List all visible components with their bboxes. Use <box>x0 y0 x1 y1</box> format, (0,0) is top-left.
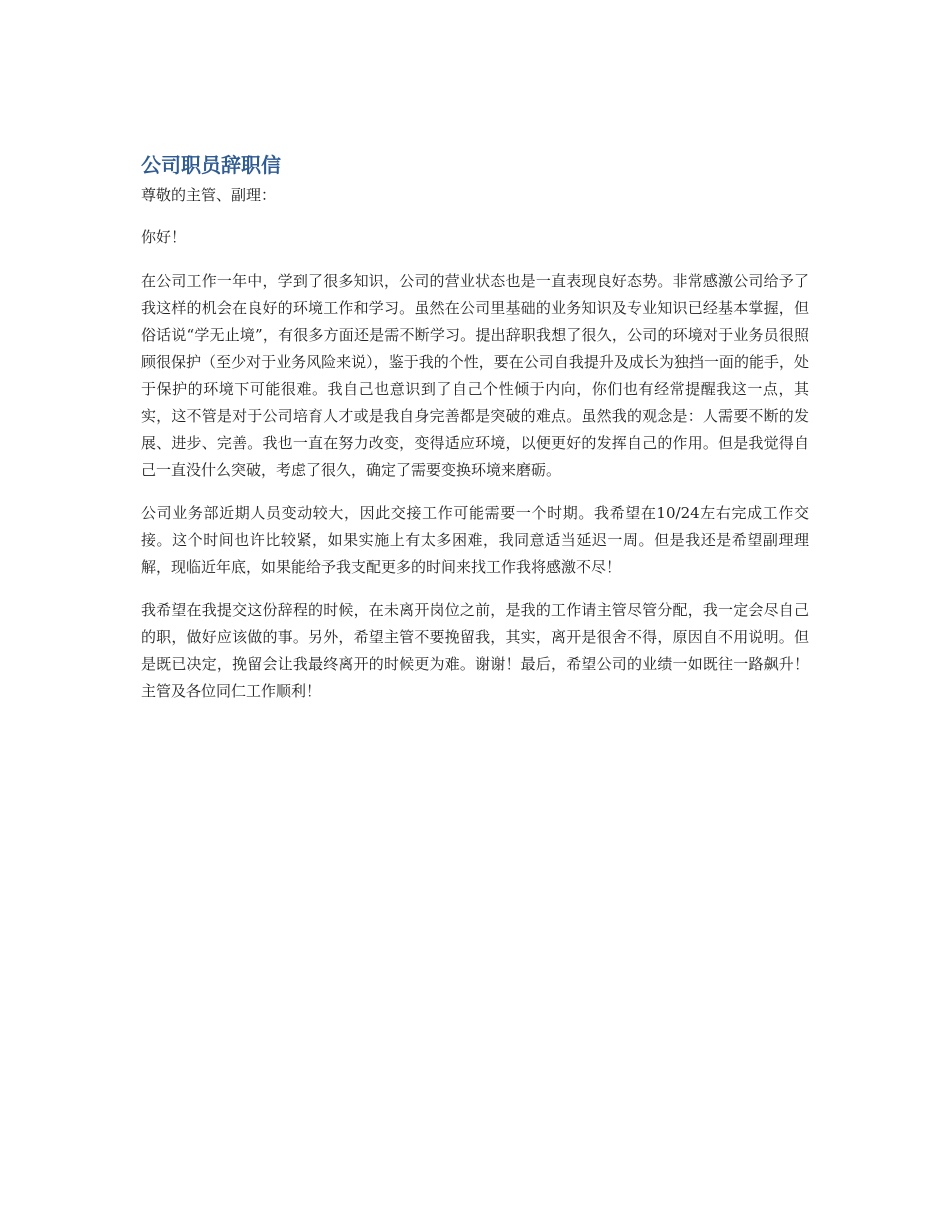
greeting: 你好！ <box>141 228 187 246</box>
body-paragraph-2: 公司业务部近期人员变动较大，因此交接工作可能需要一个时期。我希望在10/24左右完成工作交接。这个时间也许比较紧，如果实施上有太多困难，我同意适当延迟一周。但是我还是希望副理理解，现临近年底，如果能给予我支配更多的时间来找工作我将感激不尽！ <box>141 504 809 576</box>
letter-title: 公司职员辞职信 <box>141 153 281 177</box>
body-paragraph-1: 在公司工作一年中，学到了很多知识，公司的营业状态也是一直表现良好态势。非常感激公司给予了我这样的机会在良好的环境工作和学习。虽然在公司里基础的业务知识及专业知识已经基本掌握，但俗话说“学无止境”，有很多方面还是需不断学习。提出辞职我想了很久，公司的环境对于业务员很照顾很保护（至少对于业务风险来说），鉴于我的个性，要在公司自我提升及成长为独挡一面的能手，处于保护的环境下可能很难。我自己也意识到了自己个性倾于内向，你们也有经常提醒我这一点，其实，这不管是对于公司培育人才或是我自身完善都是突破的难点。虽然我的观念是：人需要不断的发展、进步、完善。我也一直在努力改变，变得适应环境，以便更好的发挥自己的作用。但是我觉得自己一直没什么突破，考虑了很久，确定了需要变换环境来磨砺。 <box>141 272 809 479</box>
body-paragraph-3: 我希望在我提交这份辞程的时候，在未离开岗位之前，是我的工作请主管尽管分配，我一定会尽自己的职，做好应该做的事。另外，希望主管不要挽留我，其实，离开是很舍不得，原因自不用说明。但是既已决定，挽留会让我最终离开的时候更为难。谢谢！最后，希望公司的业绩一如既往一路飙升！主管及各位同仁工作顺利！ <box>141 601 809 700</box>
salutation: 尊敬的主管、副理： <box>141 186 277 204</box>
letter-content <box>141 150 809 721</box>
